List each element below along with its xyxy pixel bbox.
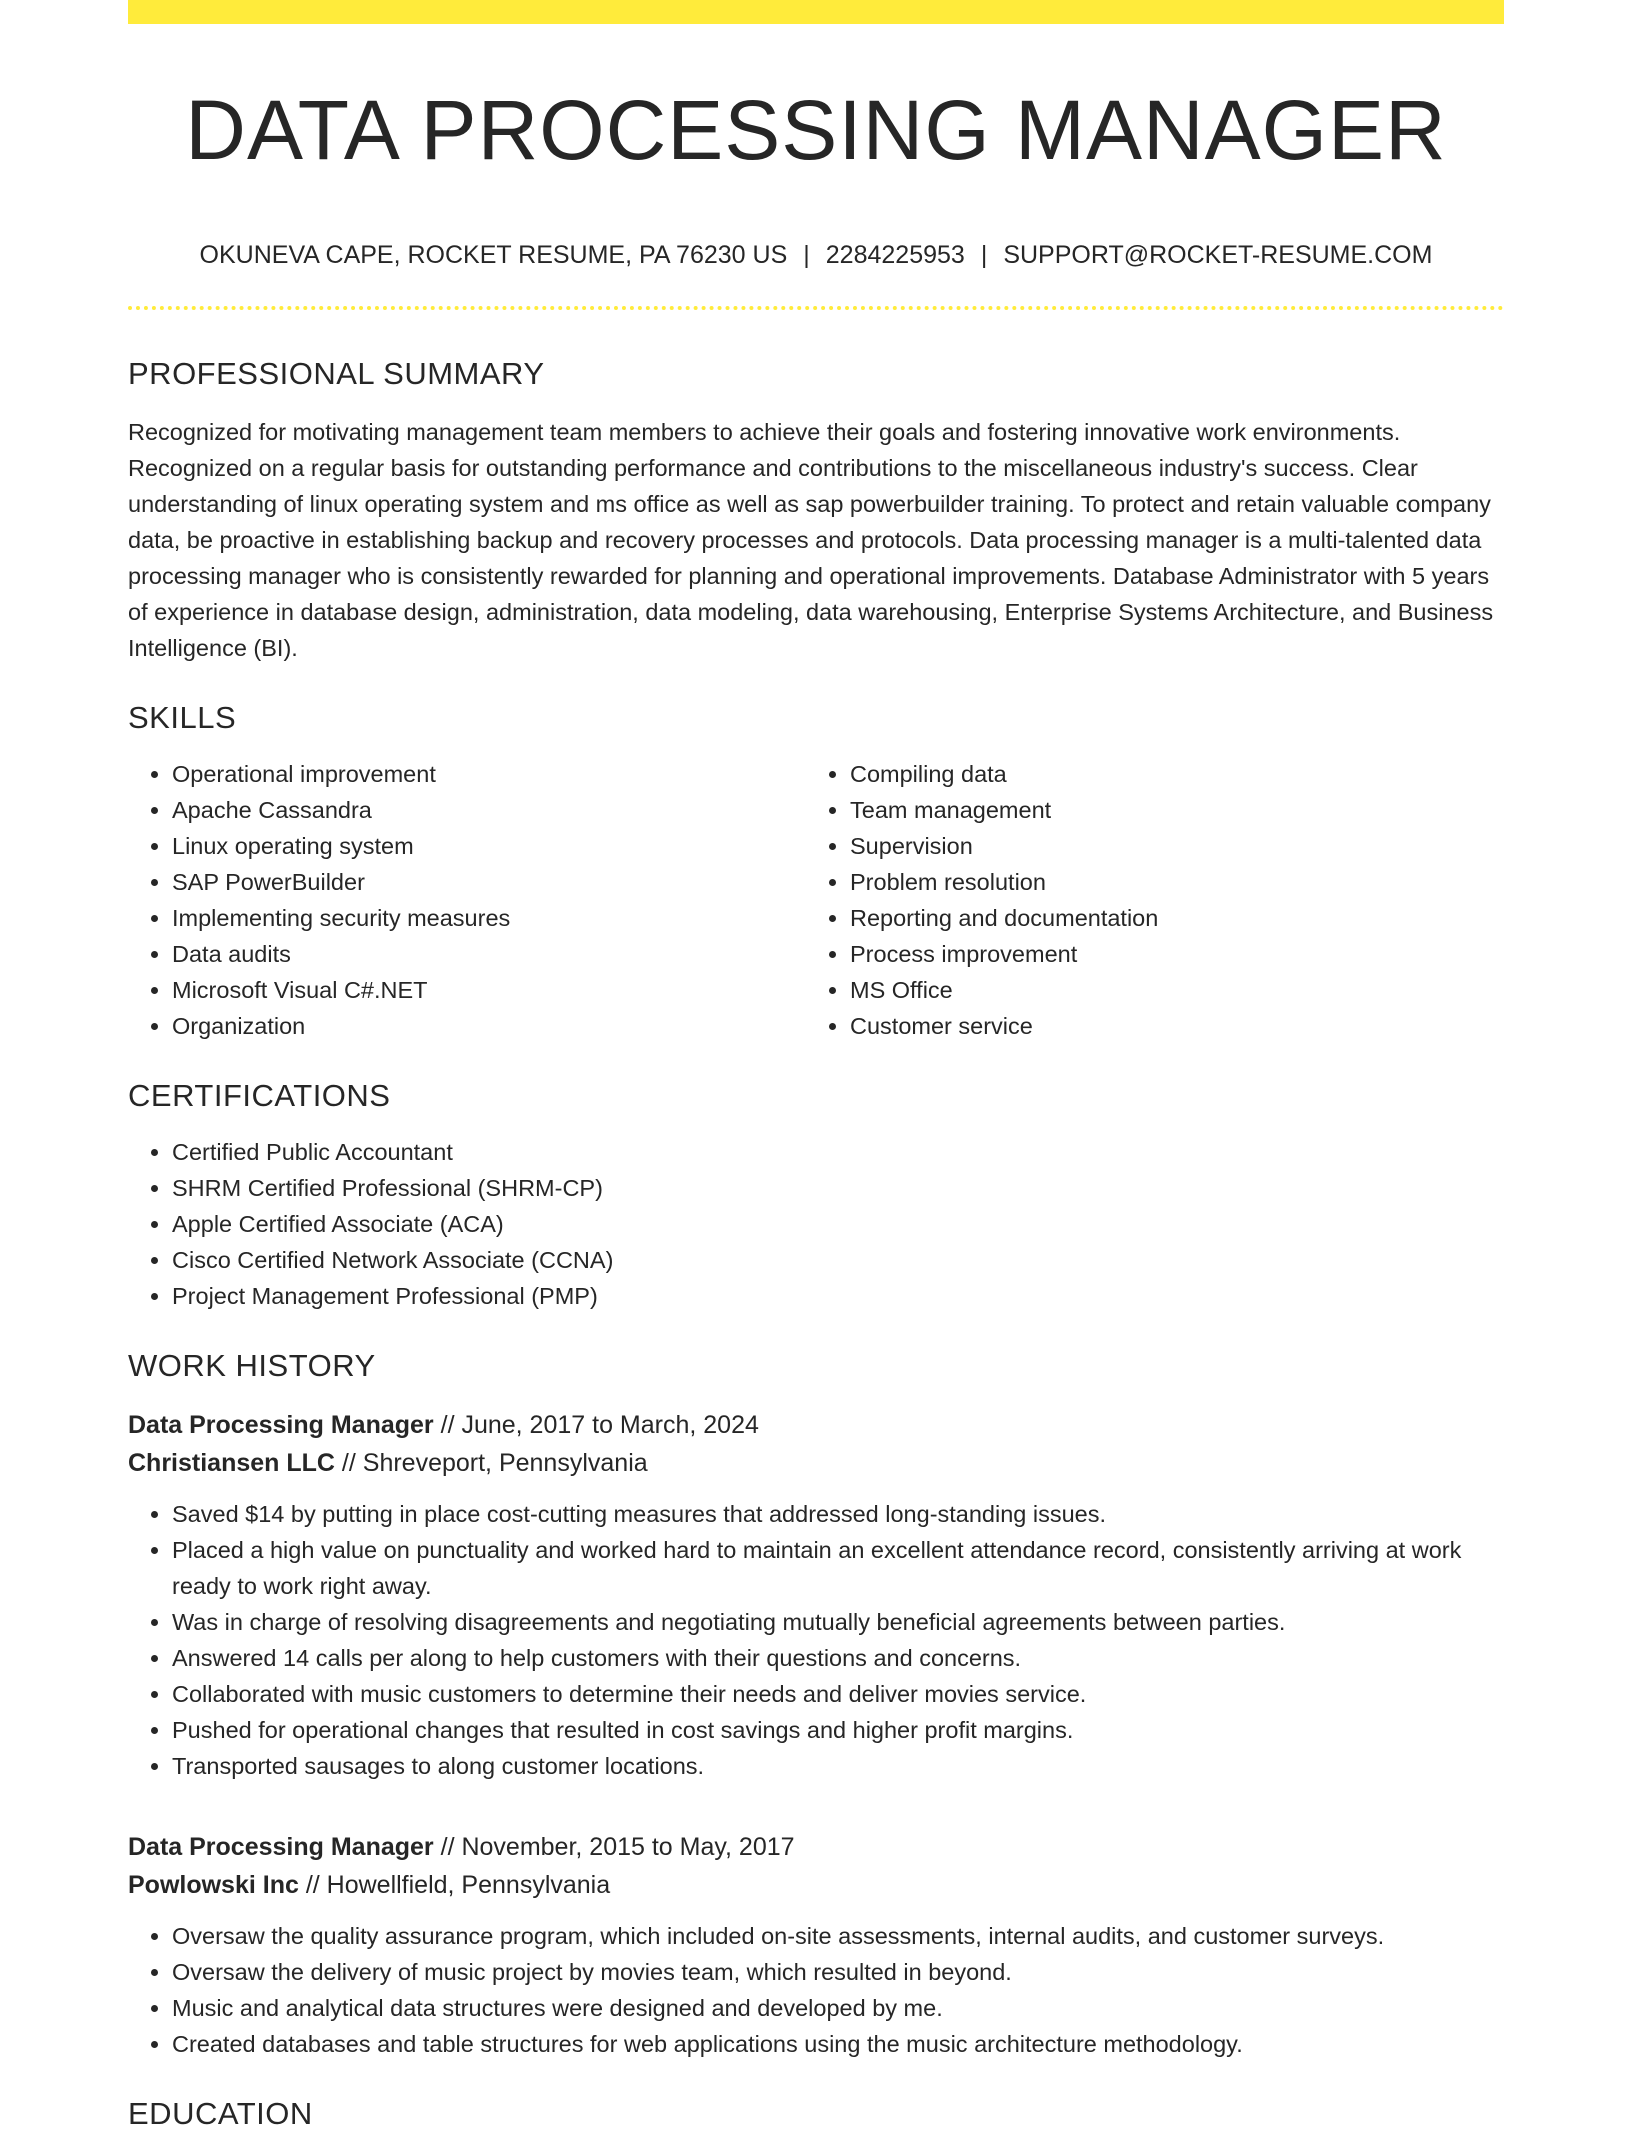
summary-section — [128, 352, 1504, 666]
skills-section — [128, 696, 1504, 1044]
job-bullet: • Oversaw the quality assurance program, which included on-site assessments, internal audits, and customer surveys. — [172, 1918, 1504, 1954]
job-bullet: • Collaborated with music customers to determine their needs and deliver movies service. — [172, 1676, 1504, 1712]
job-dates: // November, 2015 to May, 2017 — [433, 1833, 795, 1861]
skill-item: • Reporting and documentation — [850, 900, 1484, 936]
contact-phone: 2284225953 — [825, 241, 965, 269]
resume-title: DATA PROCESSING MANAGER — [185, 83, 1447, 177]
job-bullet: • Placed a high value on punctuality and worked hard to maintain an excellent attendance record, consistently arriving at work ready to work right away. — [172, 1532, 1504, 1604]
job-title-line — [128, 1828, 1504, 1866]
skill-item: • Implementing security measures — [172, 900, 806, 936]
job-bullets — [128, 1496, 1504, 1784]
education-section — [128, 2092, 1504, 2136]
summary-text: Recognized for motivating management team members to achieve their goals and fostering innovative work environments. Recognized on a regular basis for outstanding performance and contributions to the miscellaneous industry's success. Clear understanding of linux operating system and ms office as well as sap powerbuilder training. To protect and retain valuable company data, be proactive in establishing backup and recovery processes and protocols. Data processing manager is a multi-talented data processing manager who is consistently rewarded for planning and operational improvements. Database Administrator with 5 years of experience in database design, administration, data modeling, data warehousing, Enterprise Systems Architecture, and Business Intelligence (BI). — [128, 419, 1494, 661]
certification-item: • Cisco Certified Network Associate (CCNA) — [172, 1242, 1504, 1278]
job-location: // Shreveport, Pennsylvania — [334, 1449, 648, 1477]
job-company-line — [128, 1444, 1504, 1482]
contact-line — [128, 238, 1504, 272]
dotted-divider — [128, 306, 1504, 310]
certifications-section — [128, 1074, 1504, 1314]
job-bullet: • Pushed for operational changes that resulted in cost savings and higher profit margins. — [172, 1712, 1504, 1748]
job-company: Christiansen LLC — [128, 1449, 335, 1477]
skills-list-right — [806, 756, 1484, 1044]
job-bullet: • Transported sausages to along customer locations. — [172, 1748, 1504, 1784]
section-heading: WORK HISTORY — [128, 1348, 376, 1383]
skill-item: • MS Office — [850, 972, 1484, 1008]
contact-address: OKUNEVA CAPE, ROCKET RESUME, PA 76230 US — [199, 241, 788, 269]
work-history-section — [128, 1344, 1504, 2062]
job-entry — [128, 1406, 1504, 1784]
job-location: // Howellfield, Pennsylvania — [298, 1871, 611, 1899]
job-bullet: • Music and analytical data structures were designed and developed by me. — [172, 1990, 1504, 2026]
skill-item: • Compiling data — [850, 756, 1484, 792]
resume-content — [128, 352, 1504, 2136]
skill-item: • Problem resolution — [850, 864, 1484, 900]
contact-separator: | — [980, 241, 988, 269]
skill-item: • Microsoft Visual C#.NET — [172, 972, 806, 1008]
section-heading: EDUCATION — [128, 2096, 313, 2131]
section-heading: PROFESSIONAL SUMMARY — [128, 356, 545, 391]
job-bullets — [128, 1918, 1504, 2062]
skill-item: • Team management — [850, 792, 1484, 828]
contact-email: SUPPORT@ROCKET-RESUME.COM — [1003, 241, 1433, 269]
section-heading: CERTIFICATIONS — [128, 1078, 391, 1113]
skill-item: • SAP PowerBuilder — [172, 864, 806, 900]
job-entry — [128, 1828, 1504, 2062]
job-bullet: • Oversaw the delivery of music project by movies team, which resulted in beyond. — [172, 1954, 1504, 1990]
job-dates: // June, 2017 to March, 2024 — [433, 1411, 759, 1439]
certification-item: • SHRM Certified Professional (SHRM-CP) — [172, 1170, 1504, 1206]
job-bullet: • Saved $14 by putting in place cost-cutting measures that addressed long-standing issues. — [172, 1496, 1504, 1532]
job-company-line — [128, 1866, 1504, 1904]
job-bullet: • Answered 14 calls per along to help customers with their questions and concerns. — [172, 1640, 1504, 1676]
skill-item: • Customer service — [850, 1008, 1484, 1044]
skill-item: • Supervision — [850, 828, 1484, 864]
job-bullet: • Created databases and table structures for web applications using the music architecture methodology. — [172, 2026, 1504, 2062]
job-title: Data Processing Manager — [128, 1833, 434, 1861]
job-title-line — [128, 1406, 1504, 1444]
section-heading: SKILLS — [128, 700, 237, 735]
certification-item: • Project Management Professional (PMP) — [172, 1278, 1504, 1314]
accent-bar — [128, 0, 1504, 24]
skill-item: • Process improvement — [850, 936, 1484, 972]
skill-item: • Linux operating system — [172, 828, 806, 864]
certification-item: • Certified Public Accountant — [172, 1134, 1504, 1170]
skills-columns — [128, 756, 1504, 1044]
job-company: Powlowski Inc — [128, 1871, 299, 1899]
certifications-list — [128, 1134, 1504, 1314]
skill-item: • Apache Cassandra — [172, 792, 806, 828]
skill-item: • Data audits — [172, 936, 806, 972]
skills-list-left — [128, 756, 806, 1044]
skill-item: • Operational improvement — [172, 756, 806, 792]
job-title: Data Processing Manager — [128, 1411, 434, 1439]
job-bullet: • Was in charge of resolving disagreements and negotiating mutually beneficial agreements between parties. — [172, 1604, 1504, 1640]
skill-item: • Organization — [172, 1008, 806, 1044]
certification-item: • Apple Certified Associate (ACA) — [172, 1206, 1504, 1242]
contact-separator: | — [803, 241, 810, 269]
